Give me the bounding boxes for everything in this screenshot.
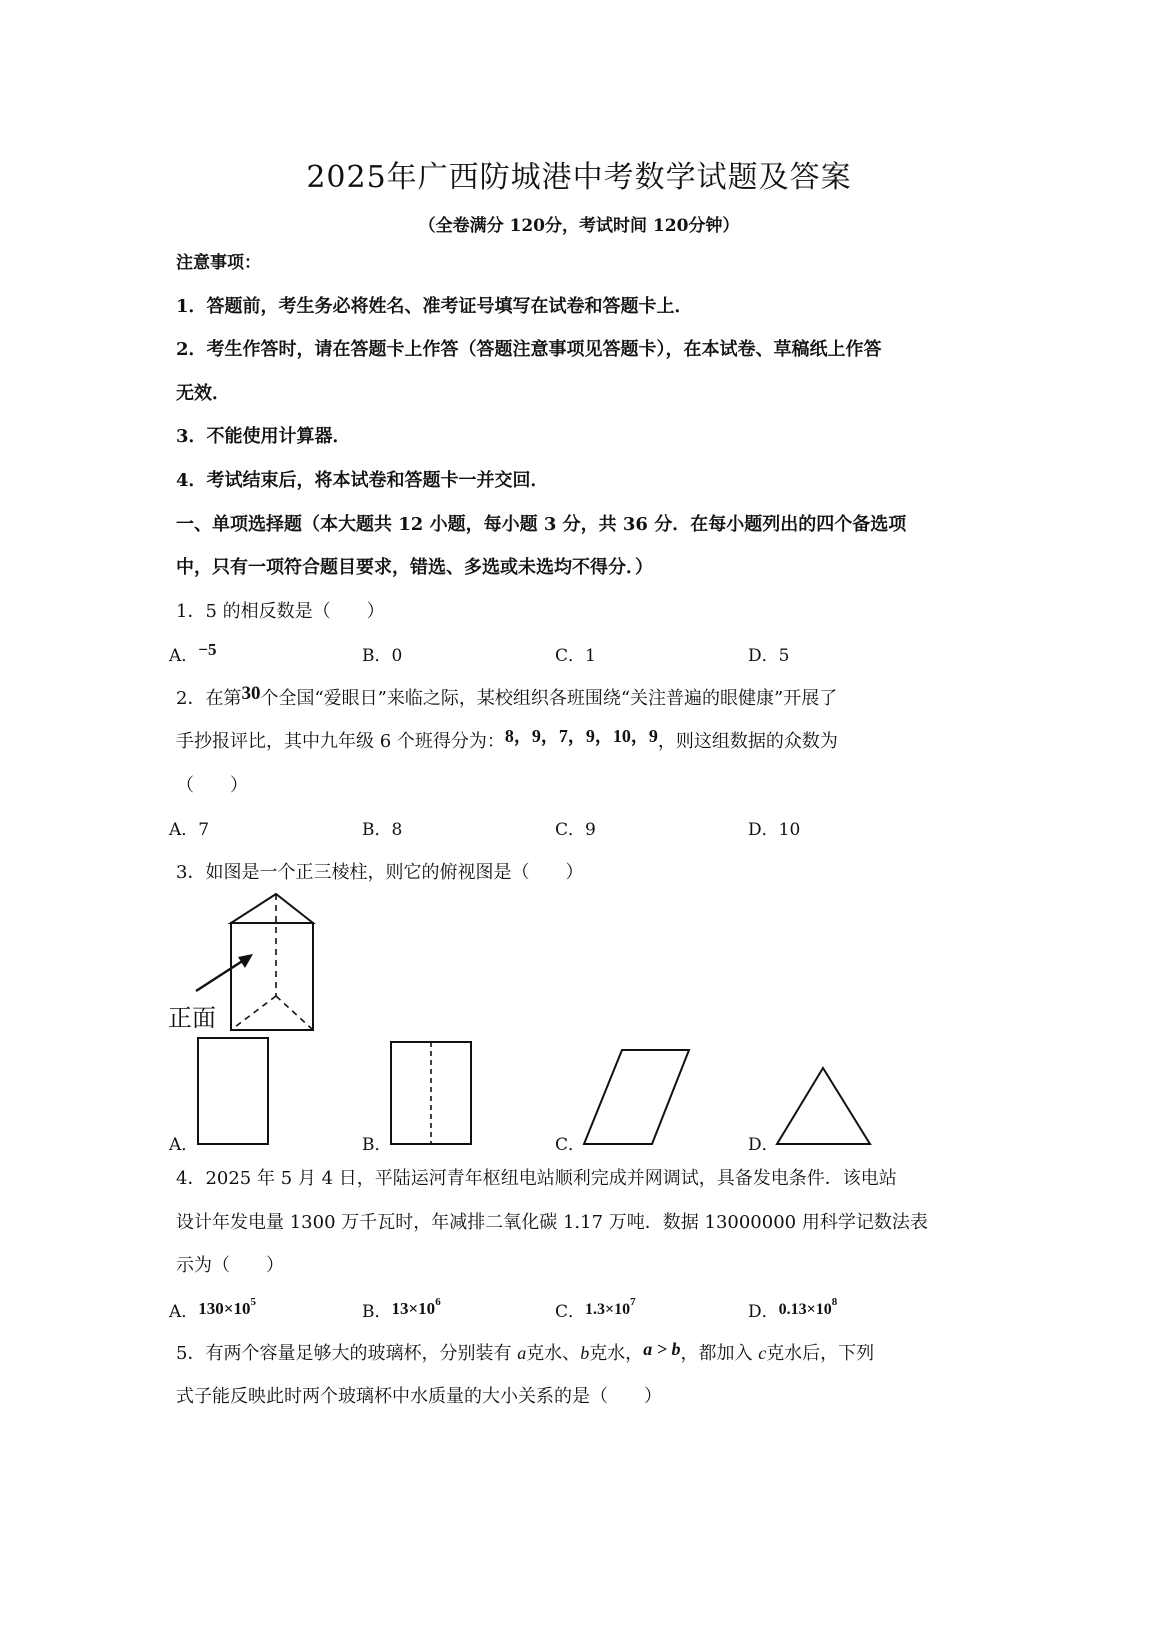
q2-number: 30: [241, 683, 261, 704]
q5-mid3: ，都加入: [680, 1343, 753, 1364]
q5-var-b: b: [580, 1343, 590, 1363]
q1-option-b-value: 0: [391, 646, 403, 666]
q3-stem: 3．如图是一个正三棱柱，则它的俯视图是（ ）: [176, 862, 584, 883]
q3-option-a-label: A．: [169, 1135, 199, 1155]
q1-option-c: [555, 641, 596, 666]
q2-option-d-label: D．: [748, 820, 779, 840]
q2-option-a-label: A．: [169, 820, 199, 840]
q1-option-a-label: A．: [169, 646, 199, 666]
q4-option-b-exp: 6: [435, 1296, 441, 1309]
q5-relation: a > b: [643, 1339, 681, 1359]
q1-option-c-value: 1: [585, 646, 596, 666]
notice-item-4: 4．考试结束后，将本试卷和答题卡一并交回．: [176, 470, 549, 491]
q3-option-c-label: C．: [555, 1135, 586, 1155]
q1-option-d-label: D．: [748, 646, 779, 666]
prism-front-label: 正面: [168, 1004, 216, 1032]
q4-option-a-base: 130×10: [198, 1299, 251, 1318]
q4-line3: 示为（ ）: [176, 1255, 284, 1276]
q2-option-b-value: 8: [391, 820, 403, 840]
q3-option-b-label: B．: [362, 1135, 392, 1155]
q2-line2: [176, 727, 838, 753]
q2-option-b-label: B．: [362, 820, 392, 840]
q3-option-c-figure: [582, 1048, 692, 1148]
q4-option-c-exp: 7: [630, 1296, 636, 1309]
q2-scores: 8，9，7，9，10，9: [504, 726, 658, 746]
section-heading-line1: 一、单项选择题（本大题共 12 小题，每小题 3 分，共 36 分．在每小题列出的四个备选项: [176, 514, 907, 535]
q3-option-d-figure: [775, 1066, 875, 1148]
q4-option-b-base: 13×10: [391, 1299, 436, 1318]
q2-line1-pre: 2．在第: [176, 688, 242, 709]
q4-option-c-base: 1.3×10: [585, 1301, 631, 1318]
q2-option-c: [555, 815, 596, 840]
q2-line2-post: ，则这组数据的众数为: [657, 731, 838, 752]
q1-option-c-label: C．: [555, 646, 586, 666]
q4-option-d-label: D．: [748, 1302, 779, 1322]
notice-item-2: 2．考生作答时，请在答题卡上作答（答题注意事项见答题卡），在本试卷、草稿纸上作答: [176, 339, 882, 360]
q1-option-b-label: B．: [362, 646, 392, 666]
q3-option-a-figure: [196, 1036, 272, 1148]
q4-option-b: [362, 1297, 441, 1322]
q2-line1: [176, 684, 837, 710]
q1-option-d: [748, 641, 789, 666]
q2-line3: （ ）: [176, 775, 248, 796]
q5-mid1: 克水、: [526, 1343, 581, 1364]
notice-item-3: 3．不能使用计算器．: [176, 426, 351, 447]
q3-option-b-figure: [389, 1040, 475, 1148]
q5-line1-pre: 5．有两个容量足够大的玻璃杯，分别装有: [176, 1343, 512, 1364]
q4-line2: 设计年发电量 1300 万千瓦时，年减排二氧化碳 1.17 万吨．数据 13000000 用科学记数法表: [176, 1212, 928, 1233]
q4-option-d-base: 0.13×10: [778, 1301, 832, 1318]
q1-stem: 1．5 的相反数是（ ）: [176, 601, 385, 622]
q4-option-c-label: C．: [555, 1302, 586, 1322]
q2-option-d: [748, 815, 800, 840]
q3-option-d-label: D．: [748, 1135, 779, 1155]
q5-mid2: 克水，: [589, 1343, 644, 1364]
section-heading-line2: 中，只有一项符合题目要求，错选、多选或未选均不得分．）: [176, 557, 653, 578]
q1-option-b: [362, 641, 402, 666]
q5-var-c: c: [758, 1343, 767, 1363]
notice-item-2-cont: 无效．: [176, 383, 230, 404]
q2-option-c-label: C．: [555, 820, 586, 840]
q2-line2-pre: 手抄报评比，其中九年级 6 个班得分为：: [176, 731, 505, 752]
q4-option-a-label: A．: [169, 1302, 199, 1322]
q4-option-a: [169, 1297, 256, 1322]
q2-option-d-value: 10: [778, 820, 801, 840]
q4-option-b-label: B．: [362, 1302, 392, 1322]
q5-line1: [176, 1339, 874, 1365]
q5-var-a: a: [517, 1343, 527, 1363]
page-subtitle: （全卷满分 120分，考试时间 120分钟）: [418, 216, 740, 236]
notice-heading: 注意事项：: [176, 253, 261, 273]
q5-line2: 式子能反映此时两个玻璃杯中水质量的大小关系的是（ ）: [176, 1386, 662, 1407]
q4-option-d: [748, 1297, 837, 1322]
q2-option-c-value: 9: [585, 820, 596, 840]
q5-line1-post: 克水后，下列: [766, 1343, 875, 1364]
q2-option-a: [169, 815, 209, 840]
q4-option-d-exp: 8: [831, 1296, 838, 1309]
q2-line1-post: 个全国“爱眼日”来临之际，某校组织各班围绕“关注普遍的眼健康”开展了: [260, 688, 838, 709]
page-title: 2025年广西防城港中考数学试题及答案: [306, 160, 852, 195]
q4-option-c: [555, 1297, 636, 1322]
q1-option-d-value: 5: [778, 646, 790, 666]
q2-option-a-value: 7: [198, 820, 210, 840]
notice-item-1: 1．答题前，考生务必将姓名、准考证号填写在试卷和答题卡上．: [176, 296, 693, 317]
q1-option-a: [169, 641, 216, 666]
q2-option-b: [362, 815, 402, 840]
q4-option-a-exp: 5: [250, 1296, 256, 1309]
q4-line1: 4．2025 年 5 月 4 日，平陆运河青年枢纽电站顺利完成并网调试，具备发电条件．该电站: [176, 1168, 897, 1189]
q1-option-a-value: −5: [198, 640, 217, 659]
